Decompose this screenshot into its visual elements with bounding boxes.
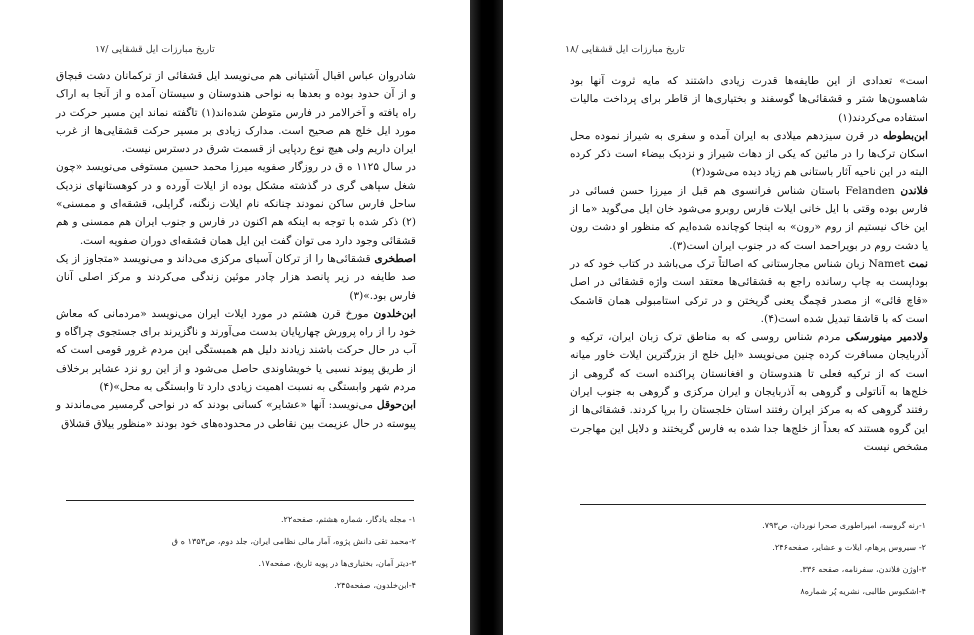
footnote: ۴-ابن‌خلدون، صفحه۲۴۵. xyxy=(334,580,416,590)
footnote: ۳-اوژن فلاندن، سفرنامه، صفحه ۳۳۶. xyxy=(799,564,926,574)
footnote: ۳-دیتر آمان، بختیاری‌ها در پویه تاریخ، صفحه۱۷. xyxy=(258,558,416,568)
paragraph: ولادمیر مینورسکی مردم شناس روسی که به مناطق ترک زبان ایران، ترکیه و آذربایجان مسافرت کرده چنین می‌نویسد «ایل خلج از بزرگترین ایلات خاور میانه است که از ترکیه فعلی تا هندوستان و افغانستان پراکنده است که گروهی از خلج‌ها به آناتولی و گروهی به آذربایجان و ایران مرکزی و گروهی به جنوب ایران رفتند گروهی که به مرکز ایران رفتند استان خلجستان را برپا کردند. قشقائی‌ها از این گروه هستند که بعداً از خلج‌ها جدا شده به فارس گریختند و دلایل این مهاجرت مشخص نیست xyxy=(570,331,929,453)
footnotes xyxy=(150,508,416,596)
paragraph: فلاندن Felanden باستان شناس فرانسوی هم قبل از میرزا حسن فسائی در فارس بوده وقتی با ایل خانی ایلات فارس روبرو می‌شود خان ایل می‌گوید «ما از این خاک نیستیم از روم «رون» به اینجا کوچانده شده‌ایم که منظور او دشت رون یا دشت روم در بویراحمد است که در جنوب ایران است(۳). xyxy=(570,184,929,252)
footnote: ۲- سیروس پرهام، ایلات و عشایر، صفحه۲۴۶. xyxy=(772,542,926,552)
footnote: ۴-اشکبوس طالبی، نشریه پُر شماره۸ xyxy=(800,586,926,596)
page-header: تاریخ مبارزات ایل قشقایی /۱۷ xyxy=(95,44,215,55)
paragraph: است» تعدادی از این طایفه‌ها قدرت زیادی داشتند که مایه ثروت آنها بود شاهسون‌ها شتر و قشقائی‌ها گوسفند و بختیاری‌ها از قاطر برای پرداخت مالیات استفاده می‌کردند(۱) xyxy=(570,75,928,124)
footnote: ۱- مجله یادگار، شماره هشتم، صفحه۲۲. xyxy=(280,514,416,524)
footnote-divider xyxy=(66,500,414,501)
paragraph: ابن‌حوقل می‌نویسد: آنها «عشایر» کسانی بودند که در نواحی گرمسیر می‌ماندند و پیوسته در حال عزیمت بین نقاطی در محدوده‌های خود بودند «منظور ییلاق قشلاق xyxy=(56,399,416,430)
footnote: ۱-رنه گروسه، امپراطوری صحرا نوردان، ص۷۹۳. xyxy=(762,520,926,530)
paragraph: ابن‌خلدون مورخ قرن هشتم در مورد ایلات ایران می‌نویسد «مردمانی که معاش خود را از راه پرورش چهارپایان بدست می‌آورند و ناگزیرند برای جستجوی چراگاه و آب در حال حرکت باشند زیادند دلیل هم همبستگی این مردم غرور قومی است که از طریق پیوند نسبی یا خویشاوندی حاصل می‌شود و از این رو نزد عشایر برخلاف مردم شهر وابستگی به نسبت اهمیت زیادی دارد تا وابستگی به محل»(۴) xyxy=(56,307,416,394)
page-body xyxy=(56,67,416,433)
footnote-divider xyxy=(580,504,926,505)
footnotes xyxy=(660,514,926,602)
footnote: ۲-محمد تقی دانش پژوه، آمار مالی نظامی ایران، جلد دوم، ص۱۳۵۳ ه ق xyxy=(171,536,416,546)
left-page xyxy=(0,0,470,635)
book-spine xyxy=(470,0,503,635)
page-header: تاریخ مبارزات ایل قشقایی /۱۸ xyxy=(565,44,685,55)
paragraph: در سال ۱۱۲۵ ه ق در روزگار صفویه میرزا محمد حسین مستوفی می‌نویسد «چون شغل سپاهی گری در گذشته مشکل بوده از ایلات آورده و در کوهستانهای نزدیک ساحل فارس ساکن نمودند چنانکه نام ایلات زنگنه، گرایلی، قشقه‌ای و ممسنی» (۲) ذکر شده با توجه به اینکه هم اکنون در فارس و جنوب ایران هم ممسنی و هم قشقائی وجود دارد می توان گفت این ایل همان قشقه‌ای دوران صفویه است. xyxy=(56,161,416,247)
right-page xyxy=(503,0,974,635)
paragraph: ابن‌بطوطه در قرن سیزدهم میلادی به ایران آمده و سفری به شیراز نموده محل اسکان ترک‌ها را در مائین که یکی از دهات شیراز و نزدیک بیضاء است ذکر کرده البته در این ناحیه آثار باستانی هم زیاد دیده می‌شود(۲) xyxy=(570,129,928,179)
paragraph: شادروان عباس اقبال آشتیانی هم می‌نویسد ایل قشقائی از ترکمانان دشت قبچاق و از آن حدود بوده و بعدها به نواحی هندوستان و سیستان آمده و از آنجا به اراک راه یافته و آخرالامر در فارس متوطن شده‌اند(۱) تاگفته نماند این مسیر حرکت در مورد ایل خلج هم صحیح است. مدارک زیادی بر مسیر حرکت قشقایی‌ها از غرب ایران داریم ولی هیچ نوع ردپایی از قسمت شرق در دسترس نیست. xyxy=(56,70,416,156)
page-body xyxy=(570,72,928,456)
paragraph: نمت Namet زبان شناس مجارستانی که اصالتاً ترک می‌باشد در کتاب خود که در بوداپست به چاپ رسانده راجع به قشقائی‌ها معتقد است واژه قشقائی در اصل «قاچ قائی» از مصدر قچمگ یعنی گریختن و در ترکی استامبولی همان قاشمک است که با قاشقا تبدیل شده است(۴). xyxy=(570,257,929,325)
paragraph: اصطخری قشقائی‌ها را از ترکان آسیای مرکزی می‌داند و می‌نویسد «متجاوز از یک صد طایفه در زیر پانصد هزار چادر موئین زندگی می‌کردند و مرکز اصلی آنان فارس بود.»(۳) xyxy=(56,252,416,302)
